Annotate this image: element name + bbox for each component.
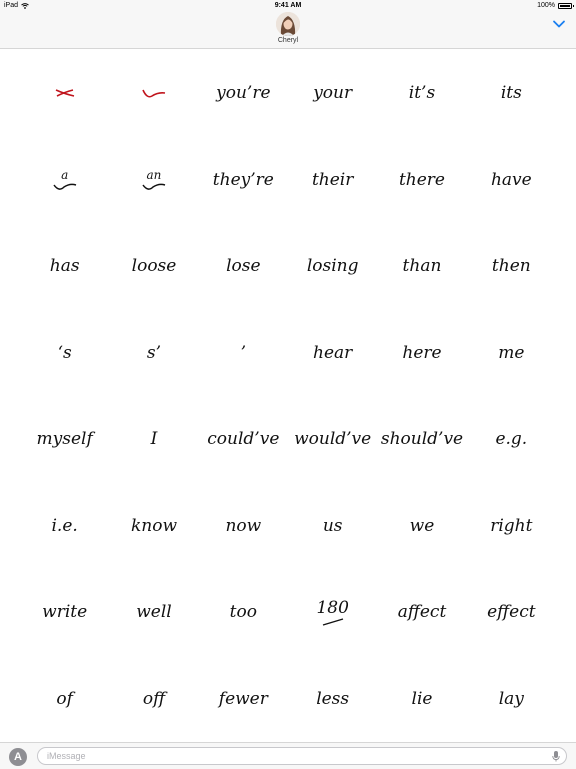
sticker-label: they’re (212, 169, 274, 190)
sticker-label: it’s (408, 83, 436, 104)
sticker-item[interactable] (199, 483, 288, 570)
sticker-item[interactable] (288, 656, 377, 743)
sticker-label: has (49, 256, 80, 277)
sticker-item[interactable] (377, 656, 466, 743)
conversation-header (0, 12, 576, 49)
sticker-item[interactable] (467, 50, 556, 137)
sticker-item[interactable] (109, 223, 198, 310)
sticker-item[interactable] (288, 137, 377, 224)
status-time: 9:41 AM (274, 2, 302, 9)
sticker-item[interactable] (288, 50, 377, 137)
sticker-label: their (311, 169, 354, 190)
sticker-item[interactable] (199, 50, 288, 137)
sticker-label: lose (226, 256, 261, 277)
sticker-label: well (136, 602, 172, 623)
sticker-item[interactable] (467, 396, 556, 483)
sticker-item[interactable] (288, 483, 377, 570)
sticker-item[interactable] (109, 569, 198, 656)
sticker-label: off (142, 688, 166, 709)
sticker-label: effect (487, 602, 536, 623)
sticker-item[interactable] (199, 569, 288, 656)
sticker-label: there (398, 169, 445, 190)
sticker-item[interactable] (377, 396, 466, 483)
sticker-item[interactable] (109, 137, 198, 224)
sticker-label: lie (411, 688, 433, 709)
sticker-item[interactable] (20, 569, 109, 656)
sticker-item[interactable] (109, 310, 198, 397)
sticker-item[interactable] (467, 137, 556, 224)
device-label: iPad (4, 2, 19, 9)
sticker-label: you’re (216, 83, 271, 104)
sticker-label: less (316, 688, 350, 709)
sticker-item[interactable] (199, 310, 288, 397)
sticker-label: I (150, 429, 158, 450)
sticker-label: of (56, 688, 73, 709)
sticker-item[interactable] (20, 656, 109, 743)
sticker-label: ’ (240, 342, 247, 363)
status-bar (0, 0, 576, 12)
sticker-item[interactable] (199, 396, 288, 483)
sticker-label: us (322, 515, 343, 536)
sticker-item[interactable] (199, 137, 288, 224)
sticker-item[interactable] (199, 223, 288, 310)
sticker-label: its (500, 83, 522, 104)
sticker-label: have (490, 169, 532, 190)
sticker-label: too (229, 602, 257, 623)
sticker-label: should’ve (380, 429, 464, 450)
microphone-icon[interactable] (552, 751, 560, 762)
battery-percent: 100% (537, 2, 555, 9)
sticker-item[interactable] (20, 310, 109, 397)
sticker-label: loose (131, 256, 177, 277)
sticker-label: affect (397, 602, 447, 623)
sticker-label: an (146, 167, 162, 182)
sticker-item[interactable] (377, 50, 466, 137)
sticker-label: we (409, 515, 435, 536)
app-store-icon[interactable]: A (9, 748, 27, 766)
sticker-item[interactable] (20, 223, 109, 310)
sticker-label: would’ve (294, 429, 372, 450)
compose-bar (0, 742, 576, 769)
battery-icon (558, 3, 572, 9)
sticker-item[interactable] (377, 483, 466, 570)
sticker-label: right (490, 515, 533, 536)
sticker-label: losing (306, 256, 359, 277)
message-placeholder: iMessage (47, 751, 86, 761)
sticker-label: could’ve (207, 429, 280, 450)
sticker-label: fewer (218, 688, 268, 709)
sticker-label: lay (498, 688, 524, 709)
sticker-label: know (130, 515, 178, 536)
message-input[interactable] (37, 747, 567, 765)
sticker-item[interactable] (109, 656, 198, 743)
sticker-check-mark[interactable] (109, 50, 198, 137)
caret-icon (52, 182, 78, 192)
status-right (537, 2, 572, 9)
sticker-label: then (491, 256, 531, 277)
sticker-item[interactable] (288, 310, 377, 397)
sticker-label: myself (36, 429, 93, 450)
sticker-label: i.e. (51, 515, 78, 536)
caret-icon (141, 182, 167, 192)
sticker-item[interactable] (288, 569, 377, 656)
sticker-item[interactable] (109, 396, 198, 483)
sticker-item[interactable] (467, 569, 556, 656)
sticker-item[interactable] (288, 396, 377, 483)
sticker-item[interactable] (467, 656, 556, 743)
sticker-item[interactable] (20, 483, 109, 570)
sticker-label: now (225, 515, 262, 536)
sticker-label: a (61, 167, 69, 182)
sticker-item[interactable] (109, 483, 198, 570)
sticker-item[interactable] (467, 310, 556, 397)
sticker-label: me (498, 342, 525, 363)
chevron-down-icon[interactable] (552, 19, 566, 29)
sticker-label: than (402, 256, 442, 277)
sticker-grid (20, 50, 556, 742)
sticker-item[interactable] (377, 569, 466, 656)
contact-avatar[interactable] (276, 12, 300, 36)
sticker-label: your (313, 83, 353, 104)
sticker-item[interactable] (20, 137, 109, 224)
sticker-label: write (42, 602, 88, 623)
sticker-item[interactable] (377, 223, 466, 310)
sticker-label: e.g. (495, 429, 528, 450)
sticker-label: hear (313, 342, 353, 363)
contact-name[interactable]: Cheryl (277, 37, 299, 44)
sticker-label: 180 (316, 598, 349, 619)
sticker-item[interactable] (20, 396, 109, 483)
sticker-item[interactable] (199, 656, 288, 743)
sticker-item[interactable] (288, 223, 377, 310)
sticker-item[interactable] (467, 483, 556, 570)
sticker-item[interactable] (467, 223, 556, 310)
underline-stroke (320, 618, 346, 626)
sticker-item[interactable] (377, 310, 466, 397)
sticker-cross-mark[interactable] (20, 50, 109, 137)
sticker-item[interactable] (377, 137, 466, 224)
sticker-label: ‘s (57, 342, 72, 363)
sticker-label: here (402, 342, 442, 363)
sticker-label: s’ (146, 342, 162, 363)
